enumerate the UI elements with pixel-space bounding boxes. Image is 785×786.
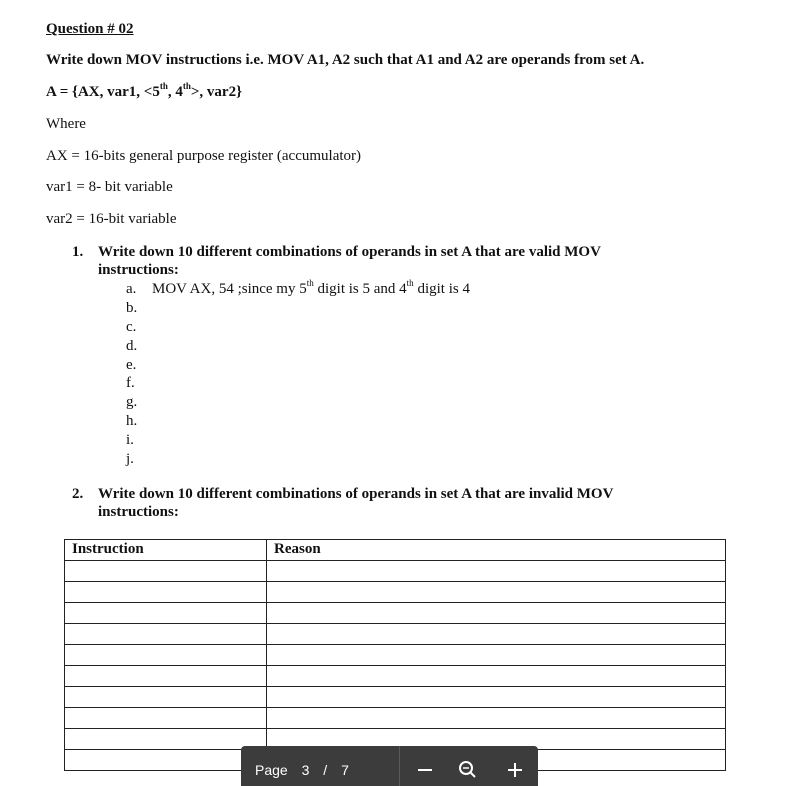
- plus-icon: [503, 756, 527, 780]
- set-prefix: A = {AX, var1, <5: [46, 84, 160, 100]
- table-cell: [65, 729, 267, 750]
- table-cell: [65, 750, 267, 771]
- table-cell: [65, 561, 267, 582]
- list-answer-post: digit is 4: [413, 281, 470, 297]
- page-label: Page: [255, 762, 288, 778]
- list-item: [126, 318, 470, 337]
- page-indicator: [255, 762, 359, 778]
- list-letter: c.: [126, 318, 137, 335]
- list-item: [126, 280, 470, 299]
- table-cell: [267, 582, 726, 603]
- definition-var2: var2 = 16-bit variable: [46, 211, 177, 227]
- list-letter: j.: [126, 451, 134, 468]
- set-suffix: >, var2}: [190, 84, 242, 100]
- table-row: [65, 708, 726, 729]
- set-sup-2: th: [182, 81, 191, 91]
- set-definition: [46, 83, 242, 101]
- part1-text: Write down 10 different combinations of operands in set A that are valid MOV instructions:: [98, 244, 601, 278]
- page-separator: /: [323, 762, 328, 778]
- table-row: [65, 624, 726, 645]
- list-letter: h.: [126, 413, 138, 430]
- question-instruction: Write down MOV instructions i.e. MOV A1, A2 such that A1 and A2 are operands from set A.: [46, 52, 645, 68]
- list-letter: i.: [126, 432, 134, 449]
- zoom-out-button[interactable]: [413, 756, 437, 780]
- list-letter: e.: [126, 356, 137, 373]
- part2-number: 2.: [72, 486, 84, 502]
- header-instruction: Instruction: [65, 540, 267, 561]
- minus-icon: [413, 756, 437, 780]
- list-letter: g.: [126, 394, 138, 411]
- invalid-instructions-table: [64, 539, 726, 771]
- set-sup-1: th: [159, 81, 168, 91]
- list-answer-sup-1: th: [306, 278, 314, 288]
- list-item: [126, 374, 470, 393]
- header-reason: Reason: [267, 540, 726, 561]
- list-letter: b.: [126, 299, 138, 316]
- list-item: [126, 450, 470, 469]
- table-cell: [65, 603, 267, 624]
- table-cell: [267, 603, 726, 624]
- zoom-in-button[interactable]: [503, 756, 527, 780]
- list-item: [126, 412, 470, 431]
- pdf-viewer-toolbar: [241, 746, 538, 786]
- list-item: [126, 356, 470, 375]
- table-cell: [65, 666, 267, 687]
- table-header-row: [65, 540, 726, 561]
- list-letter: a.: [126, 281, 137, 297]
- table-cell: [65, 687, 267, 708]
- zoom-fit-button[interactable]: [455, 756, 479, 780]
- part2-text: Write down 10 different combinations of operands in set A that are invalid MOV instructions:: [98, 486, 614, 520]
- magnifier-icon: [455, 756, 479, 780]
- table-cell: [65, 708, 267, 729]
- list-answer-sup-2: th: [406, 278, 414, 288]
- table-cell: [65, 624, 267, 645]
- where-label: Where: [46, 116, 86, 132]
- list-item: [126, 431, 470, 450]
- question-title: Question # 02: [46, 21, 134, 37]
- definition-var1: var1 = 8- bit variable: [46, 179, 173, 195]
- table-cell: [267, 645, 726, 666]
- table-cell: [267, 687, 726, 708]
- table-cell: [267, 708, 726, 729]
- table-cell: [267, 624, 726, 645]
- valid-instructions-list: [126, 280, 470, 469]
- toolbar-divider: [399, 746, 400, 786]
- list-letter: f.: [126, 375, 135, 392]
- total-pages: 7: [341, 762, 349, 778]
- table-row: [65, 666, 726, 687]
- table-row: [65, 603, 726, 624]
- current-page-input[interactable]: 3: [301, 762, 310, 778]
- list-item: [126, 393, 470, 412]
- table-cell: [65, 645, 267, 666]
- part1-number: 1.: [72, 244, 84, 260]
- list-item: [126, 299, 470, 318]
- table-cell: [267, 666, 726, 687]
- list-letter: d.: [126, 337, 138, 354]
- table-cell: [65, 582, 267, 603]
- table-row: [65, 645, 726, 666]
- definition-ax: AX = 16-bits general purpose register (accumulator): [46, 148, 362, 164]
- table-row: [65, 582, 726, 603]
- list-answer-mid: digit is 5 and 4: [313, 281, 407, 297]
- table-row: [65, 687, 726, 708]
- list-answer-pre: MOV AX, 54 ;since my 5: [152, 281, 307, 297]
- set-mid: , 4: [167, 84, 183, 100]
- table-row: [65, 561, 726, 582]
- table-cell: [267, 561, 726, 582]
- list-item: [126, 337, 470, 356]
